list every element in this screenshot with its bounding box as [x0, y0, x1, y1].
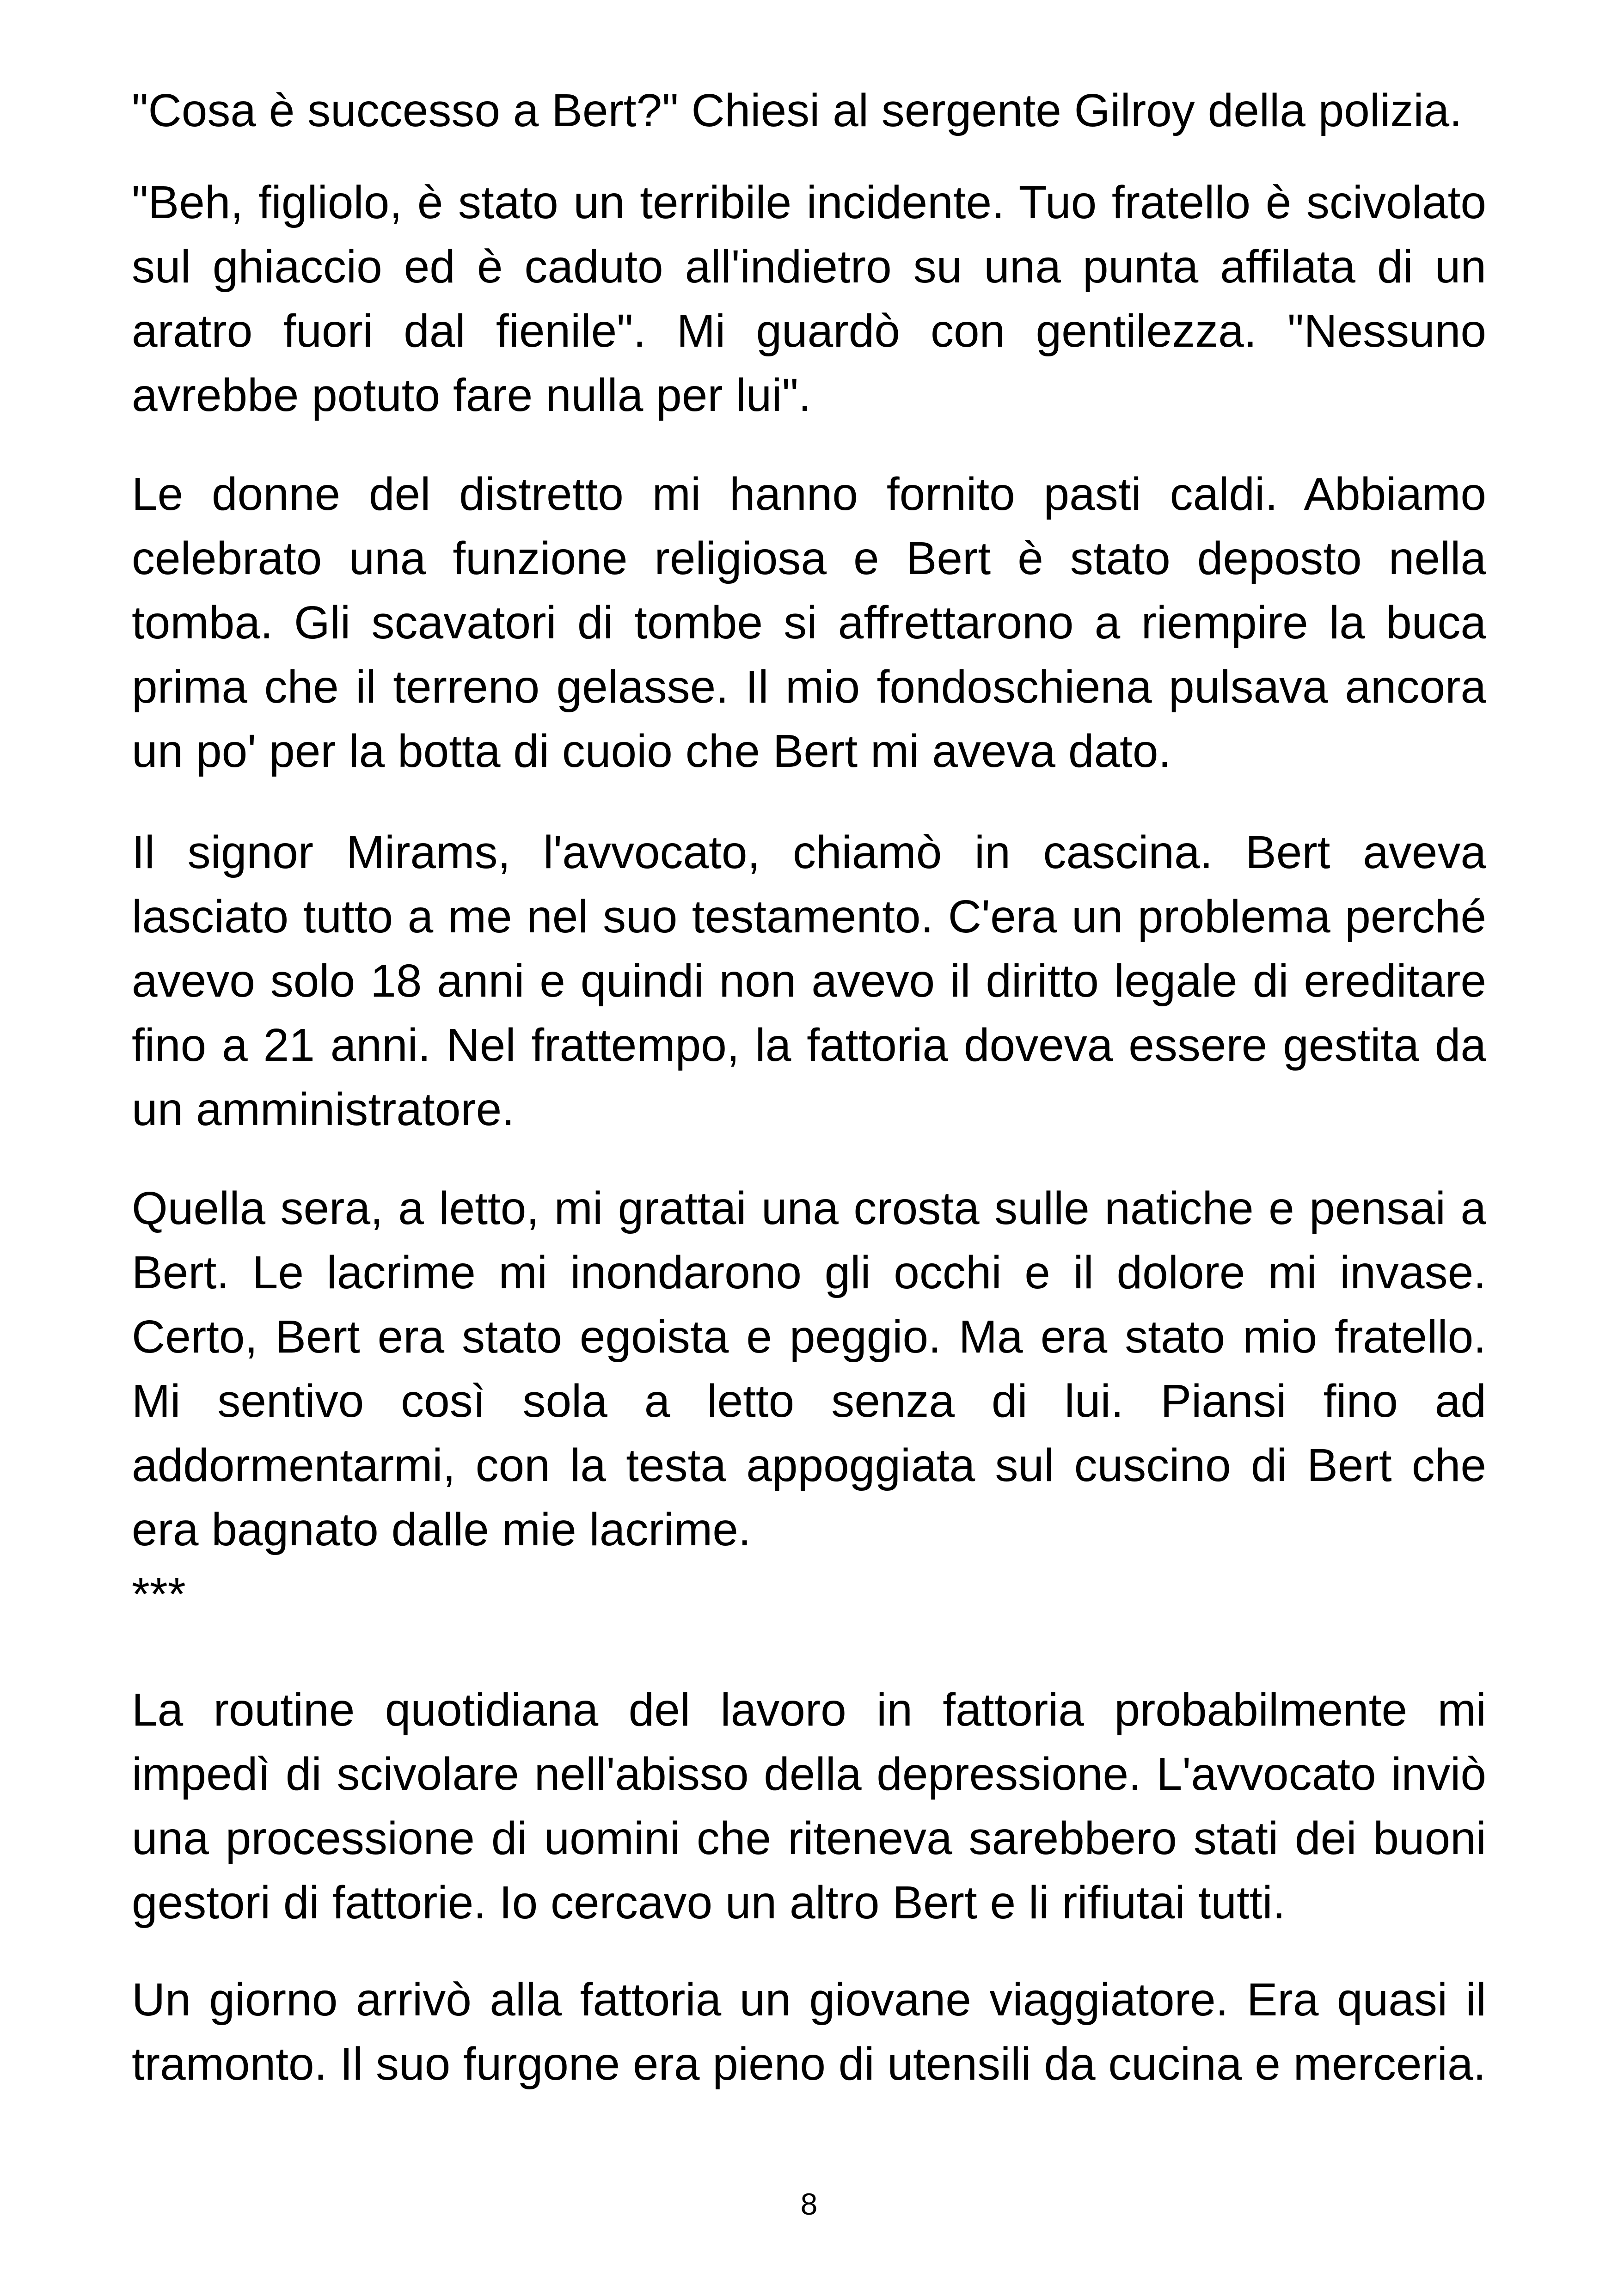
document-page	[132, 0, 1486, 2296]
section-separator: ***	[132, 1568, 186, 1620]
paragraph-5: Quella sera, a letto, mi grattai una crosta sulle natiche e pensai a Bert. Le lacrime mi inondarono gli occhi e il dolore mi invase. Certo, Bert era stato egoista e peggio. Ma era stato mio fratello. Mi sentivo così sola a letto senza di lui. Piansi fino ad addormentarmi, con la testa appoggiata sul cuscino di Bert che era bagnato dalle mie lacrime.	[132, 1182, 1486, 1555]
paragraph-4: Il signor Mirams, l'avvocato, chiamò in cascina. Bert aveva lasciato tutto a me nel suo testamento. C'era un problema perché avevo solo 18 anni e quindi non avevo il diritto legale di ereditare fino a 21 anni. Nel frattempo, la fattoria doveva essere gestita da un amministratore.	[132, 827, 1486, 1135]
paragraph-1: "Cosa è successo a Bert?" Chiesi al sergente Gilroy della polizia.	[132, 85, 1462, 136]
paragraph-3: Le donne del distretto mi hanno fornito pasti caldi. Abbiamo celebrato una funzione religiosa e Bert è stato deposto nella tomba. Gli scavatori di tombe si affrettarono a riempire la buca prima che il terreno gelasse. Il mio fondoschiena pulsava ancora un po' per la botta di cuoio che Bert mi aveva dato.	[132, 468, 1486, 777]
paragraph-2: "Beh, figliolo, è stato un terribile incidente. Tuo fratello è scivolato sul ghiaccio ed è caduto all'indietro su una punta affilata di un aratro fuori dal fienile". Mi guardò con gentilezza. "Nessuno avrebbe potuto fare nulla per lui".	[132, 177, 1486, 421]
paragraph-6: La routine quotidiana del lavoro in fattoria probabilmente mi impedì di scivolare nell'abisso della depressione. L'avvocato inviò una processione di uomini che riteneva sarebbero stati dei buoni gestori di fattorie. Io cercavo un altro Bert e li rifiutai tutti.	[132, 1684, 1486, 1929]
page-number: 8	[800, 2187, 818, 2221]
paragraph-7: Un giorno arrivò alla fattoria un giovane viaggiatore. Era quasi il tramonto. Il suo furgone era pieno di utensili da cucina e merceria.	[132, 1974, 1486, 2090]
